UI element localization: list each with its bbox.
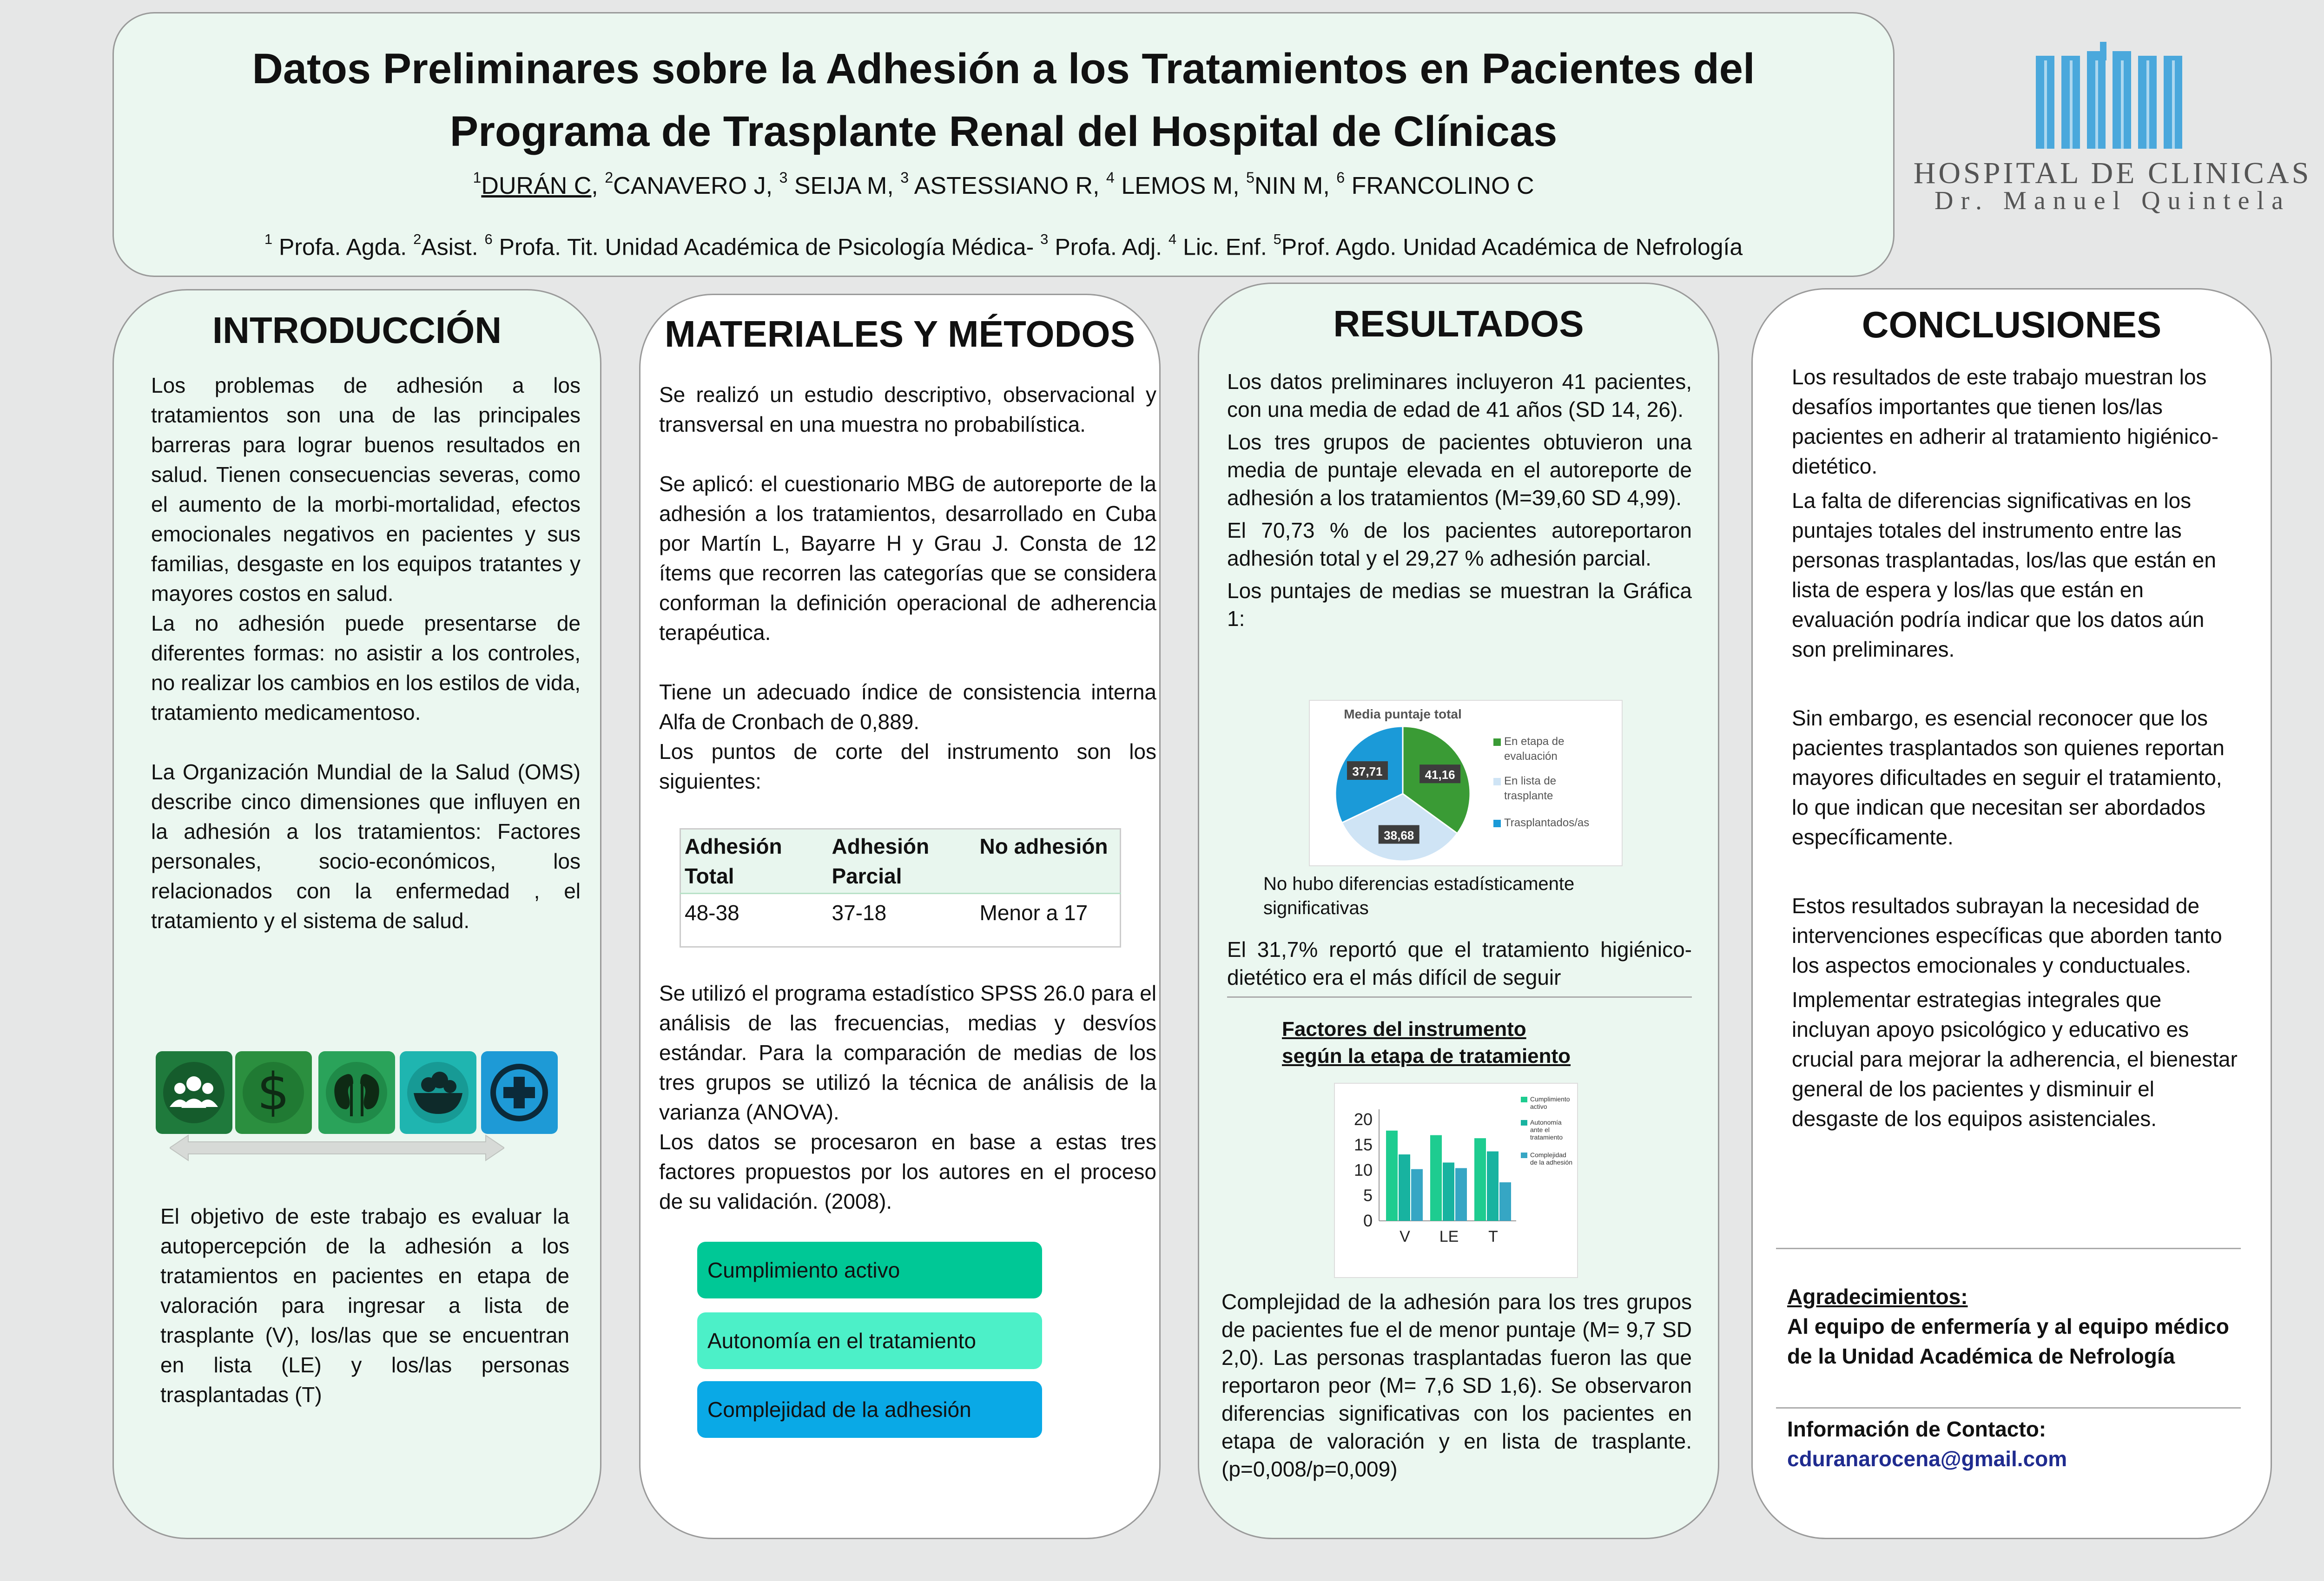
pie-value-label: 38,68: [1384, 828, 1414, 843]
dollar-icon: [235, 1051, 312, 1134]
affil-text: Prof. Agdo. Unidad Académica de Nefrología: [1281, 234, 1743, 260]
conclusions-panel: [1751, 288, 2272, 1539]
results-text-top: [1227, 368, 1692, 632]
methods-text-top: [659, 380, 1156, 796]
table-header-row: [680, 829, 1121, 894]
legend-label: Cumplimiento activo: [1530, 1095, 1570, 1110]
affil-sup: 2: [413, 231, 422, 247]
acknowledgements: [1787, 1282, 2252, 1371]
y-tick-label: 5: [1363, 1186, 1373, 1205]
table-row: [680, 894, 1121, 947]
legend-label: En lista de trasplante: [1504, 775, 1557, 802]
legend-swatch: [1521, 1153, 1527, 1158]
logo-subtitle: Dr. Manuel Quintela: [1934, 186, 2291, 215]
author-sup: 6: [1336, 169, 1345, 186]
double-arrow-icon: [170, 1132, 504, 1164]
hospital-logo: [1896, 37, 2324, 223]
x-tick-label: LE: [1439, 1228, 1459, 1245]
affil-text: Asist.: [421, 234, 478, 260]
legend-swatch: [1521, 1097, 1527, 1102]
affil-text: Profa. Adj.: [1055, 234, 1162, 260]
legend-label: Autonomía ante el tratamiento: [1530, 1119, 1563, 1141]
affil-sup: 3: [1040, 231, 1049, 247]
affil-sup: 1: [264, 231, 273, 247]
factor-box-autonomia: Autonomía en el tratamiento: [697, 1312, 1042, 1369]
legend-label: Trasplantados/as: [1504, 817, 1590, 829]
contact-email-link[interactable]: cduranarocena@gmail.com: [1787, 1447, 2067, 1471]
bar: [1430, 1135, 1442, 1221]
methods-paragraph: Se realizó un estudio descriptivo, observacional y transversal en una muestra no probabilística.: [659, 382, 1156, 436]
bar: [1487, 1152, 1499, 1221]
conclusions-paragraph: Implementar estrategias integrales que incluyan apoyo psicológico y educativo es crucial para mejorar la adherencia, el bienestar general de los pacientes y disminuir el desgaste de los equipos asistenciales.: [1792, 988, 2238, 1131]
author-sup: 5: [1246, 169, 1254, 186]
results-panel: [1198, 283, 1719, 1539]
poster-title: [114, 38, 1893, 163]
results-paragraph: Los tres grupos de pacientes obtuvieron una media de puntaje elevada en el autoreporte de adhesión a los tratamientos (M=39,60 SD 4,99).: [1227, 430, 1692, 510]
methods-paragraph: Tiene un adecuado índice de consistencia interna Alfa de Cronbach de 0,889.: [659, 680, 1156, 734]
legend-swatch: [1493, 738, 1501, 746]
objective-text: El objetivo de este trabajo es evaluar la autopercepción de la adhesión a los tratamientos en pacientes en etapa de valoración para ingresar a lista de trasplante (V), los/las que se encuentran en lista (LE) y los/las personas trasplantadas (T): [160, 1204, 569, 1407]
bar: [1499, 1182, 1511, 1221]
author-sup: 3: [779, 169, 788, 186]
author-name: NIN M: [1254, 172, 1323, 200]
conclusions-paragraph: Los resultados de este trabajo muestran los desafíos importantes que tienen los/las pacientes en adherir al tratamiento higiénico-dietético.: [1792, 365, 2218, 478]
conclusions-text: [1792, 362, 2238, 1133]
factor-box-cumplimiento: Cumplimiento activo: [697, 1242, 1042, 1298]
ack-text: Al equipo de enfermería y al equipo médico de la Unidad Académica de Nefrología: [1787, 1314, 2229, 1368]
author-name: LEMOS M: [1121, 172, 1233, 200]
author-name: CANAVERO J: [613, 172, 766, 200]
affil-sup: 6: [484, 231, 493, 247]
svg-text:$: $: [257, 1062, 290, 1121]
health-plus-icon: [481, 1051, 558, 1134]
author-sup: 3: [900, 169, 909, 186]
title-line-1: Datos Preliminares sobre la Adhesión a los Tratamientos en Pacientes del: [252, 45, 1755, 92]
methods-text-bottom: [659, 978, 1156, 1216]
factor-box-complejidad: Complejidad de la adhesión: [697, 1381, 1042, 1438]
author-name: DURÁN C: [481, 172, 592, 200]
header-box: [112, 12, 1895, 277]
table-cell: Menor a 17: [979, 901, 1088, 925]
author-name: SEIJA M: [794, 172, 887, 200]
table-cell: 37-18: [832, 901, 887, 925]
authors-line: $^1$DURÁN C, $^2$CANAVERO J, $^3$ SEIJA M, $^3$ ASTESSIANO R, $^4$ LEMOS M, $^5$NIN M, $^6$ FRANCOLINO C: [473, 169, 1534, 200]
divider: [1776, 1248, 2241, 1249]
intro-paragraph: Los problemas de adhesión a los tratamientos son una de las principales barreras para lograr buenos resultados en salud. Tienen consecuencias severas, como el aumento de la morbi-mortalidad, efectos emocionales negativos en pacientes y sus familias, desgaste en los equipos tratantes y mayores costos en salud.: [151, 373, 581, 606]
contact-title: Información de Contacto:: [1787, 1417, 2047, 1441]
methods-title: MATERIALES Y MÉTODOS: [665, 313, 1135, 355]
pie-value-label: 37,71: [1352, 764, 1383, 779]
legend-swatch: [1493, 778, 1501, 785]
intro-panel: [112, 289, 601, 1539]
legend-label: Complejidad de la adhesión: [1530, 1151, 1573, 1166]
conclusions-paragraph: Estos resultados subrayan la necesidad de intervenciones específicas que aborden tanto los aspectos emocionales y conductuales.: [1792, 894, 2222, 977]
author-name: FRANCOLINO C: [1351, 172, 1534, 200]
bar-heading-line: Factores del instrumento: [1282, 1018, 1526, 1041]
affil-sup: 4: [1168, 231, 1177, 247]
table-cell: 48-38: [685, 901, 739, 925]
legend-swatch: [1521, 1120, 1527, 1126]
table-header: Adhesión Parcial: [828, 829, 976, 894]
methods-paragraph: Los puntos de corte del instrumento son los siguientes:: [659, 739, 1156, 793]
ack-title: Agradecimientos:: [1787, 1285, 1968, 1309]
intro-text: [151, 370, 581, 935]
table-header: Adhesión Total: [680, 829, 828, 894]
y-tick-label: 15: [1353, 1135, 1373, 1154]
table-header: No adhesión: [976, 829, 1121, 894]
bar-chart-svg: [1335, 1084, 1579, 1279]
title-line-2: Programa de Trasplante Renal del Hospital de Clínicas: [449, 108, 1558, 155]
pie-title: Media puntaje total: [1344, 707, 1462, 721]
y-tick-label: 20: [1353, 1109, 1373, 1129]
bar: [1386, 1131, 1398, 1221]
bar: [1455, 1168, 1467, 1221]
pie-chart-svg: [1310, 701, 1624, 867]
results-paragraph: Complejidad de la adhesión para los tres grupos de pacientes fue el de menor puntaje (M= 9,7 SD 2,0). Las personas trasplantadas fueron las que reportaron peor (M= 7,6 SD 1,6). Se observaron diferencias significativas con los pacientes en etapa de valoración y en lista de trasplante. (p=0,008/p=0,009): [1221, 1290, 1692, 1481]
affiliations-line: [114, 231, 1893, 260]
affil-sup: 5: [1273, 231, 1281, 247]
results-paragraph: El 70,73 % de los pacientes autoreportaron adhesión total y el 29,27 % adhesión parcial.: [1227, 518, 1692, 570]
author-name: ASTESSIANO R: [914, 172, 1093, 200]
x-tick-label: T: [1488, 1228, 1498, 1245]
kidneys-icon: [318, 1051, 395, 1134]
methods-paragraph: Los datos se procesaron en base a estas tres factores propuestos por los autores en el proceso de su validación. (2008).: [659, 1130, 1156, 1213]
fruit-bowl-icon: [400, 1051, 476, 1134]
people-icon: [156, 1051, 232, 1134]
divider: [1776, 1407, 2241, 1409]
y-tick-label: 10: [1353, 1160, 1373, 1179]
x-tick-label: V: [1400, 1228, 1410, 1245]
hospital-logo-icon: [2036, 42, 2185, 149]
intro-title: INTRODUCCIÓN: [212, 310, 502, 351]
author-sup: 4: [1106, 169, 1115, 186]
intro-paragraph: La no adhesión puede presentarse de diferentes formas: no asistir a los controles, no realizar los cambios en los estilos de vida, tratamiento medicamentoso.: [151, 611, 581, 725]
conclusions-paragraph: La falta de diferencias significativas en los puntajes totales del instrumento entre las personas trasplantadas, los/las que están en lista de espera y los/las que están en evaluación podría indicar que los datos aún son preliminares.: [1792, 488, 2216, 661]
affil-text: Lic. Enf.: [1183, 234, 1267, 260]
cutoff-table: [680, 828, 1121, 948]
legend-swatch: [1493, 820, 1501, 827]
results-paragraph: El 31,7% reportó que el tratamiento higiénico-dietético era el más difícil de seguir: [1227, 937, 1692, 989]
affil-text: Profa. Tit. Unidad Académica de Psicología Médica-: [499, 234, 1034, 260]
pie-chart: [1309, 700, 1623, 866]
legend-label: En etapa de evaluación: [1504, 735, 1565, 763]
bar: [1443, 1163, 1454, 1221]
pie-note: No hubo diferencias estadísticamente significativas: [1263, 874, 1575, 918]
contact-info: [1787, 1414, 2252, 1474]
bar-chart: [1334, 1083, 1578, 1278]
affil-text: Profa. Agda.: [278, 234, 407, 260]
bar-heading-line: según la etapa de tratamiento: [1282, 1045, 1571, 1067]
results-paragraph: Los puntajes de medias se muestran la Gráfica 1:: [1227, 579, 1692, 631]
intro-paragraph: La Organización Mundial de la Salud (OMS) describe cinco dimensiones que influyen en la adhesión a los tratamientos: Factores personales, socio-económicos, los relacionados con la enfermedad , el tratamiento y el sistema de salud.: [151, 760, 581, 933]
methods-paragraph: Se aplicó: el cuestionario MBG de autoreporte de la adhesión a los tratamientos, desarrollado en Cuba por Martín L, Bayarre H y Grau J. Consta de 12 ítems que recorren las categorías que se considera conforman la definición operacional de adherencia terapéutica.: [659, 472, 1156, 645]
bar: [1399, 1154, 1410, 1221]
results-paragraph: Los datos preliminares incluyeron 41 pacientes, con una media de edad de 41 años (SD 14, 26).: [1227, 369, 1692, 422]
bar-chart-heading: [1282, 1016, 1654, 1070]
results-title: RESULTADOS: [1333, 303, 1584, 344]
methods-paragraph: Se utilizó el programa estadístico SPSS 26.0 para el análisis de las frecuencias, medias y desvíos estándar. Para la comparación de medias de los tres grupos se utilizó la técnica de análisis de la varianza (ANOVA).: [659, 981, 1156, 1124]
divider: [1227, 996, 1692, 998]
logo-name: HOSPITAL DE CLINICAS: [1913, 156, 2312, 190]
bar: [1474, 1138, 1486, 1221]
pie-value-label: 41,16: [1425, 768, 1455, 782]
conclusions-paragraph: Sin embargo, es esencial reconocer que los pacientes trasplantados son quienes reportan mayores dificultades en seguir el tratamiento, lo que indican que necesitan ser abordados específicamente.: [1792, 706, 2225, 849]
conclusions-title: CONCLUSIONES: [1862, 304, 2162, 345]
author-sup: 1: [473, 169, 482, 186]
bar: [1411, 1169, 1423, 1221]
y-tick-label: 0: [1363, 1211, 1373, 1230]
author-sup: 2: [605, 169, 614, 186]
